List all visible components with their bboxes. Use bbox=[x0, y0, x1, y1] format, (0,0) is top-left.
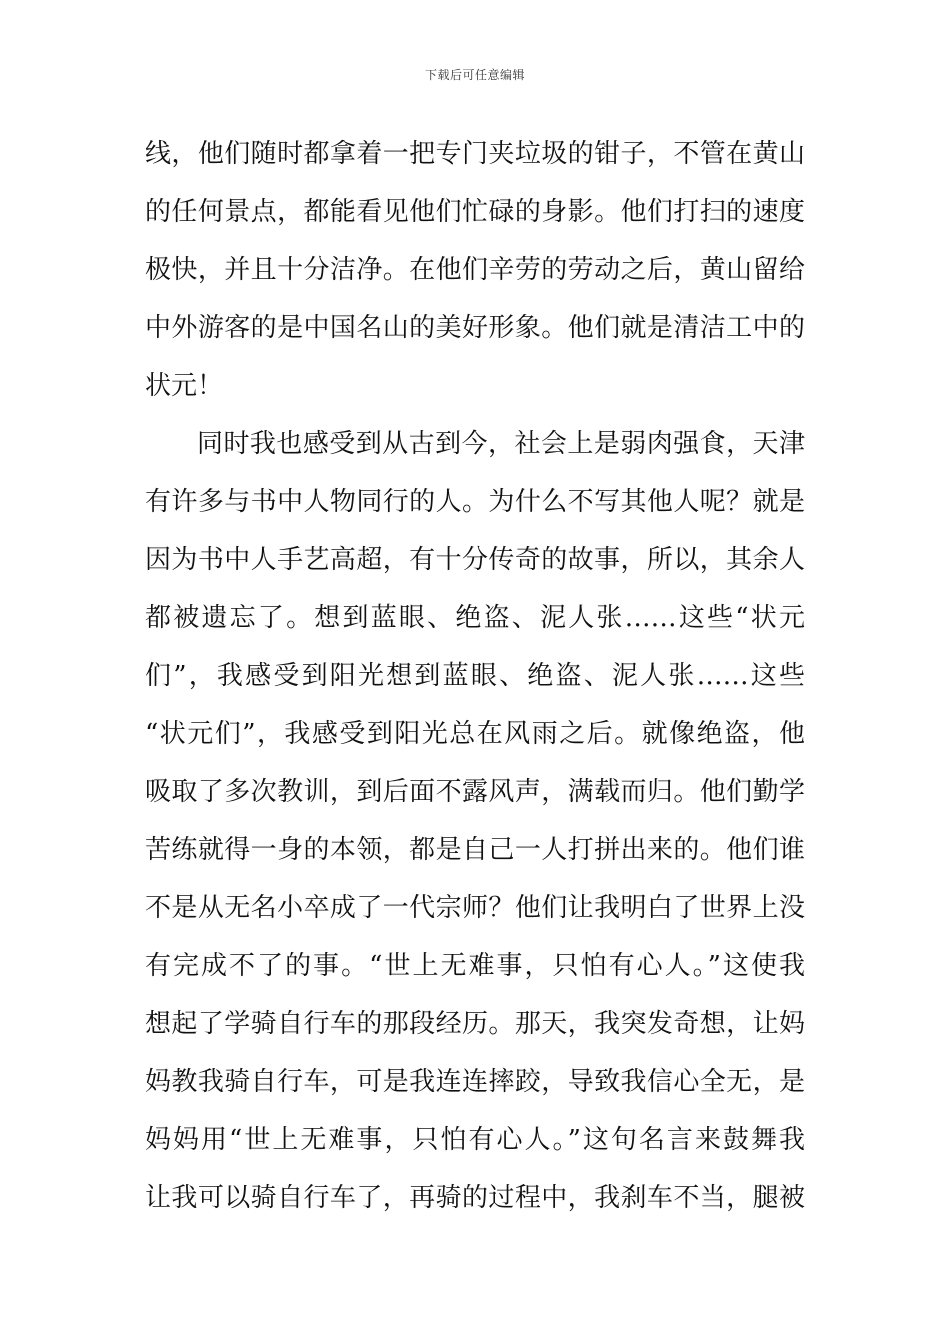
text-line: 都被遗忘了。想到蓝眼、绝盗、泥人张……这些“状元 bbox=[145, 603, 805, 633]
text-line: 们”，我感受到阳光想到蓝眼、绝盗、泥人张……这些 bbox=[145, 661, 805, 691]
text-line: “状元们”，我感受到阳光总在风雨之后。就像绝盗，他 bbox=[145, 719, 805, 749]
text-line: 苦练就得一身的本领，都是自己一人打拼出来的。他们谁 bbox=[145, 835, 805, 865]
text-line: 妈妈用“世上无难事，只怕有心人。”这句名言来鼓舞我 bbox=[145, 1125, 805, 1155]
page-header: 下载后可任意编辑 bbox=[424, 68, 525, 82]
text-line: 线，他们随时都拿着一把专门夹垃圾的钳子，不管在黄山 bbox=[145, 139, 805, 169]
text-line: 状元！ bbox=[145, 371, 224, 401]
text-line: 不是从无名小卒成了一代宗师？他们让我明白了世界上没 bbox=[145, 893, 805, 923]
paragraph-start-line: 同时我也感受到从古到今，社会上是弱肉强食，天津 bbox=[197, 429, 805, 459]
text-line: 吸取了多次教训，到后面不露风声，满载而归。他们勤学 bbox=[145, 777, 805, 807]
text-line: 想起了学骑自行车的那段经历。那天，我突发奇想，让妈 bbox=[145, 1009, 805, 1039]
text-line: 妈教我骑自行车，可是我连连摔跤，导致我信心全无，是 bbox=[145, 1067, 805, 1097]
text-line: 的任何景点，都能看见他们忙碌的身影。他们打扫的速度 bbox=[145, 197, 805, 227]
body-text bbox=[145, 125, 805, 1227]
text-line: 中外游客的是中国名山的美好形象。他们就是清洁工中的 bbox=[145, 313, 805, 343]
text-line: 让我可以骑自行车了，再骑的过程中，我刹车不当，腿被 bbox=[145, 1183, 805, 1213]
text-line: 极快，并且十分洁净。在他们辛劳的劳动之后，黄山留给 bbox=[145, 255, 805, 285]
text-line: 因为书中人手艺高超，有十分传奇的故事，所以，其余人 bbox=[145, 545, 805, 575]
text-line: 有完成不了的事。“世上无难事，只怕有心人。”这使我 bbox=[145, 951, 805, 981]
text-line: 有许多与书中人物同行的人。为什么不写其他人呢？就是 bbox=[145, 487, 805, 517]
